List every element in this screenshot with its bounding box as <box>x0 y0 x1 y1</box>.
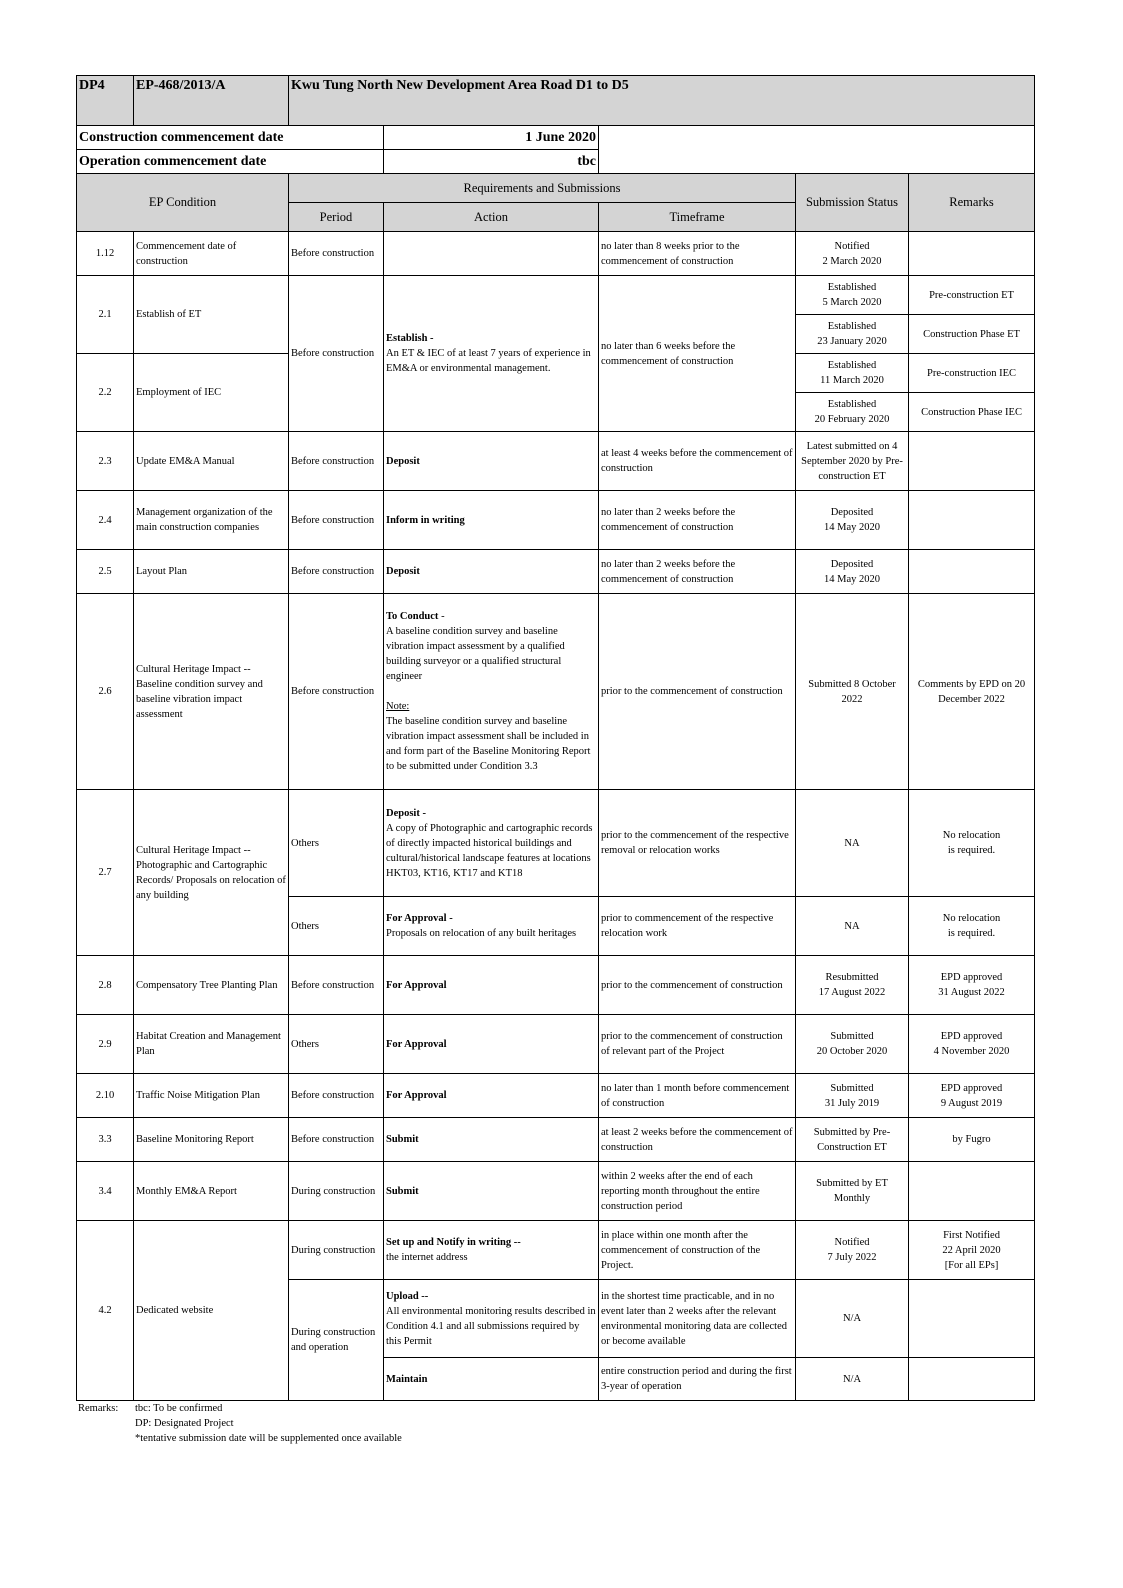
action-keyword: Upload -- <box>386 1290 429 1302</box>
action-dash: - <box>438 611 445 622</box>
action-cell: For Approval <box>384 1015 599 1074</box>
action-description: A copy of Photographic and cartographic records of directly impacted historical buildings and cultural/historical landscape features at locations HKT03, KT16, KT17 and KT18 <box>386 822 593 879</box>
period-cell: Before construction <box>289 276 384 432</box>
condition-number: 2.2 <box>77 354 134 432</box>
condition-number: 2.5 <box>77 550 134 594</box>
condition-title: Compensatory Tree Planting Plan <box>134 956 289 1015</box>
condition-title: Monthly EM&A Report <box>134 1162 289 1221</box>
table-row <box>77 1162 1035 1221</box>
status-cell: Established 20 February 2020 <box>796 393 909 432</box>
condition-title: Cultural Heritage Impact -- Photographic and Cartographic Records/ Proposals on relocation of any building <box>134 790 289 956</box>
condition-number: 2.1 <box>77 276 134 354</box>
table-row <box>77 232 1035 276</box>
condition-title: Commencement date of construction <box>134 232 289 276</box>
timeframe-header: Timeframe <box>599 203 796 232</box>
table-row <box>77 790 1035 897</box>
period-header: Period <box>289 203 384 232</box>
status-cell: Submitted 20 October 2020 <box>796 1015 909 1074</box>
condition-number: 3.4 <box>77 1162 134 1221</box>
condition-title: Update EM&A Manual <box>134 432 289 491</box>
action-cell <box>384 790 599 897</box>
table-row <box>77 1118 1035 1162</box>
note-text: The baseline condition survey and baseline vibration impact assessment shall be included in and form part of the Baseline Monitoring Report to be submitted under Condition 3.3 <box>386 716 591 772</box>
action-keyword: Set up and Notify in writing -- <box>386 1237 521 1248</box>
period-cell: Before construction <box>289 594 384 790</box>
timeframe-cell: prior to the commencement of construction <box>599 956 796 1015</box>
status-cell: Established 5 March 2020 <box>796 276 909 315</box>
action-cell: For Approval <box>384 956 599 1015</box>
condition-number: 2.6 <box>77 594 134 790</box>
status-cell: Latest submitted on 4 September 2020 by Pre-construction ET <box>796 432 909 491</box>
remarks-cell: No relocation is required. <box>909 897 1035 956</box>
action-cell <box>384 1280 599 1358</box>
period-cell: Others <box>289 897 384 956</box>
table-row <box>77 1074 1035 1118</box>
status-cell: N/A <box>796 1358 909 1401</box>
requirements-header: Requirements and Submissions <box>289 174 796 203</box>
timeframe-cell: prior to the commencement of construction <box>599 594 796 790</box>
status-cell: Notified 2 March 2020 <box>796 232 909 276</box>
construction-date-row <box>77 126 1035 150</box>
period-cell: Before construction <box>289 491 384 550</box>
timeframe-cell: at least 4 weeks before the commencement of construction <box>599 432 796 491</box>
period-cell: During construction <box>289 1221 384 1280</box>
period-cell: Before construction <box>289 1118 384 1162</box>
action-description: A baseline condition survey and baseline vibration impact assessment by a qualified building surveyor or a qualified structural engineer <box>386 626 565 682</box>
period-cell: Others <box>289 790 384 897</box>
remarks-cell <box>909 1358 1035 1401</box>
condition-title: Layout Plan <box>134 550 289 594</box>
action-description: the internet address <box>386 1252 468 1263</box>
remarks-header: Remarks <box>909 174 1035 232</box>
condition-title: Habitat Creation and Management Plan <box>134 1015 289 1074</box>
remarks-cell: by Fugro <box>909 1118 1035 1162</box>
remarks-cell: Comments by EPD on 20 December 2022 <box>909 594 1035 790</box>
status-cell: Established 11 March 2020 <box>796 354 909 393</box>
timeframe-cell: no later than 8 weeks prior to the commencement of construction <box>599 232 796 276</box>
status-cell: Notified 7 July 2022 <box>796 1221 909 1280</box>
remarks-cell: Construction Phase IEC <box>909 393 1035 432</box>
timeframe-cell: entire construction period and during the first 3-year of operation <box>599 1358 796 1401</box>
condition-title: Cultural Heritage Impact -- Baseline condition survey and baseline vibration impact assessment <box>134 594 289 790</box>
status-cell: Submitted by Pre-Construction ET <box>796 1118 909 1162</box>
remark-line-tentative: *tentative submission date will be supplemented once available <box>135 1433 402 1444</box>
action-cell <box>384 276 599 432</box>
status-cell: Resubmitted 17 August 2022 <box>796 956 909 1015</box>
action-keyword: For Approval - <box>386 913 453 924</box>
table-row <box>77 432 1035 491</box>
action-cell: Maintain <box>384 1358 599 1401</box>
action-description: All environmental monitoring results described in Condition 4.1 and all submissions required by this Permit <box>386 1305 596 1347</box>
period-cell: Before construction <box>289 432 384 491</box>
period-cell: Before construction <box>289 956 384 1015</box>
remarks-cell: Pre-construction ET <box>909 276 1035 315</box>
status-cell: Established 23 January 2020 <box>796 315 909 354</box>
action-header: Action <box>384 203 599 232</box>
table-row <box>77 1015 1035 1074</box>
remarks-cell: EPD approved 9 August 2019 <box>909 1074 1035 1118</box>
timeframe-cell: no later than 1 month before commencement of construction <box>599 1074 796 1118</box>
action-description: An ET & IEC of at least 7 years of experience in EM&A or environmental management. <box>386 348 591 374</box>
action-description: Proposals on relocation of any built heritages <box>386 928 577 939</box>
table-row <box>77 1221 1035 1280</box>
action-cell <box>384 897 599 956</box>
project-title: Kwu Tung North New Development Area Road D1 to D5 <box>289 76 1035 126</box>
operation-date-value: tbc <box>384 150 599 174</box>
timeframe-cell: prior to the commencement of construction of relevant part of the Project <box>599 1015 796 1074</box>
condition-number: 1.12 <box>77 232 134 276</box>
dp-cell: DP4 <box>77 76 134 126</box>
action-cell: Inform in writing <box>384 491 599 550</box>
timeframe-cell: no later than 2 weeks before the commencement of construction <box>599 491 796 550</box>
action-cell: Deposit <box>384 432 599 491</box>
condition-number: 2.7 <box>77 790 134 956</box>
remarks-cell: No relocation is required. <box>909 790 1035 897</box>
period-cell: Before construction <box>289 550 384 594</box>
condition-number: 2.3 <box>77 432 134 491</box>
status-cell: NA <box>796 897 909 956</box>
timeframe-cell: in the shortest time practicable, and in no event later than 2 weeks after the relevant environmental monitoring data are collected or become available <box>599 1280 796 1358</box>
status-cell: N/A <box>796 1280 909 1358</box>
action-keyword: Deposit - <box>386 807 426 819</box>
action-keyword: Establish - <box>386 333 434 344</box>
remarks-label: Remarks: <box>78 1403 119 1414</box>
column-header-row-1 <box>77 174 1035 203</box>
period-cell: Others <box>289 1015 384 1074</box>
ep-condition-header: EP Condition <box>77 174 289 232</box>
condition-title: Establish of ET <box>134 276 289 354</box>
remarks-cell: Construction Phase ET <box>909 315 1035 354</box>
operation-date-label: Operation commencement date <box>77 150 384 174</box>
timeframe-cell: in place within one month after the commencement of construction of the Project. <box>599 1221 796 1280</box>
timeframe-cell: no later than 2 weeks before the commencement of construction <box>599 550 796 594</box>
remarks-cell <box>909 1162 1035 1221</box>
remarks-cell <box>909 1280 1035 1358</box>
action-cell <box>384 232 599 276</box>
condition-number: 2.8 <box>77 956 134 1015</box>
status-cell: NA <box>796 790 909 897</box>
remarks-lines <box>135 1401 535 1446</box>
timeframe-cell: prior to the commencement of the respective removal or relocation works <box>599 790 796 897</box>
action-cell: Deposit <box>384 550 599 594</box>
remarks-cell <box>909 550 1035 594</box>
timeframe-cell: within 2 weeks after the end of each reporting month throughout the entire construction period <box>599 1162 796 1221</box>
condition-number: 2.9 <box>77 1015 134 1074</box>
status-cell: Submitted 31 July 2019 <box>796 1074 909 1118</box>
remarks-cell: First Notified 22 April 2020 [For all EPs] <box>909 1221 1035 1280</box>
status-cell: Submitted by ET Monthly <box>796 1162 909 1221</box>
action-cell: Submit <box>384 1162 599 1221</box>
condition-title: Dedicated website <box>134 1221 289 1401</box>
condition-number: 4.2 <box>77 1221 134 1401</box>
status-cell: Submitted 8 October 2022 <box>796 594 909 790</box>
remarks-cell <box>909 491 1035 550</box>
remarks-cell <box>909 232 1035 276</box>
table-row <box>77 550 1035 594</box>
action-cell: Submit <box>384 1118 599 1162</box>
remarks-cell: EPD approved 31 August 2022 <box>909 956 1035 1015</box>
submission-status-header: Submission Status <box>796 174 909 232</box>
title-row <box>77 76 1035 126</box>
condition-number: 2.4 <box>77 491 134 550</box>
remarks-cell: Pre-construction IEC <box>909 354 1035 393</box>
period-cell: Before construction <box>289 232 384 276</box>
remarks-cell <box>909 432 1035 491</box>
period-cell: Before construction <box>289 1074 384 1118</box>
condition-number: 2.10 <box>77 1074 134 1118</box>
ep-compliance-table <box>76 75 1035 1401</box>
remark-line-dp: DP: Designated Project <box>135 1418 234 1429</box>
table-row <box>77 594 1035 790</box>
timeframe-cell: prior to commencement of the respective relocation work <box>599 897 796 956</box>
condition-title: Management organization of the main construction companies <box>134 491 289 550</box>
construction-date-value: 1 June 2020 <box>384 126 599 150</box>
period-cell: During construction <box>289 1162 384 1221</box>
remark-line-tbc: tbc: To be confirmed <box>135 1403 223 1414</box>
condition-title: Baseline Monitoring Report <box>134 1118 289 1162</box>
timeframe-cell: at least 2 weeks before the commencement of construction <box>599 1118 796 1162</box>
condition-title: Traffic Noise Mitigation Plan <box>134 1074 289 1118</box>
action-cell <box>384 1221 599 1280</box>
status-cell: Deposited 14 May 2020 <box>796 550 909 594</box>
note-label: Note: <box>386 701 410 712</box>
status-cell: Deposited 14 May 2020 <box>796 491 909 550</box>
remarks-cell: EPD approved 4 November 2020 <box>909 1015 1035 1074</box>
dates-blank-cell <box>599 126 1035 174</box>
table-row <box>77 276 1035 315</box>
table-row <box>77 491 1035 550</box>
action-cell <box>384 594 599 790</box>
timeframe-cell: no later than 6 weeks before the commencement of construction <box>599 276 796 432</box>
table-row <box>77 956 1035 1015</box>
condition-number: 3.3 <box>77 1118 134 1162</box>
ep-number-cell: EP-468/2013/A <box>134 76 289 126</box>
action-keyword: To Conduct <box>386 611 439 622</box>
condition-title: Employment of IEC <box>134 354 289 432</box>
construction-date-label: Construction commencement date <box>77 126 384 150</box>
action-cell: For Approval <box>384 1074 599 1118</box>
period-cell: During construction and operation <box>289 1280 384 1401</box>
